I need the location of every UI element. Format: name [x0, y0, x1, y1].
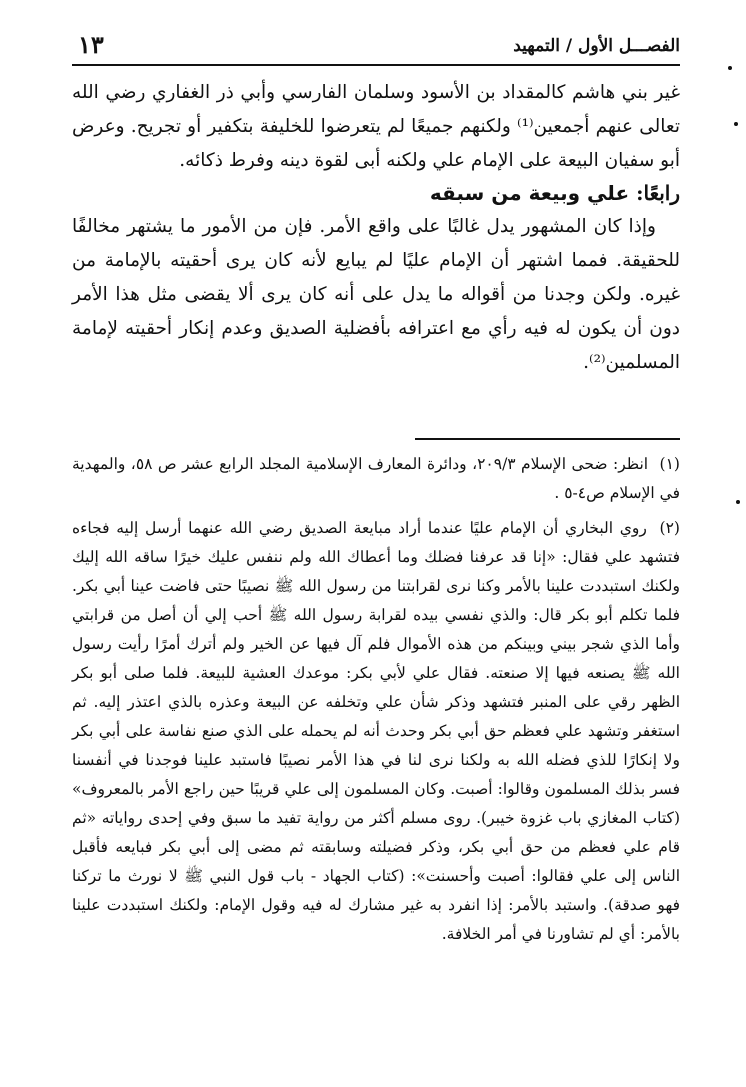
page-number: ١٣ [78, 30, 104, 59]
section-heading [72, 178, 680, 208]
section-heading-title: علي وبيعة من سبقه [429, 181, 630, 205]
footnotes [72, 450, 680, 955]
footnote-1-number: (١) [659, 455, 680, 473]
margin-mark [736, 500, 740, 504]
running-header [72, 30, 680, 66]
margin-mark [728, 66, 732, 70]
footnote-2-text: روي البخاري أن الإمام عليًا عندما أراد مبايعة الصديق رضي الله عنهما أرسل إليه فجاءه فتشهد علي فقال: «إنا قد عرفنا فضلك وما أعطاك الله ولم ننفس عليك خيرًا ساقه الله إليك ولكنك استبددت علينا بالأمر وكنا نرى لقرابتنا من رسول الله ﷺ نصيبًا حتى فاضت عينا أبي بكر. فلما تكلم أبو بكر قال: والذي نفسي بيده لقرابة رسول الله ﷺ أحب إلي أن أصل من قرابتي وأما الذي شجر بيني وبينكم من هذه الأموال فلم آل فيها عن الخير ولم أترك أمرًا رأيت رسول الله ﷺ يصنعه فيها إلا صنعته. فقال علي لأبي بكر: موعدك العشية للبيعة. فلما صلى أبو بكر الظهر رقي على المنبر فتشهد وذكر شأن علي وتخلفه عن البيعة وعذره بالذي اعتذر إليه. ثم استغفر وتشهد علي فعظم حق أبي بكر وحدث أنه لم يحمله على الذي صنع نفاسة على أبي بكر ولا إنكارًا للذي فضله الله به ولكنا نرى لنا في هذا الأمر نصيبًا فاستبد علينا فوجدنا في أنفسنا فسر بذلك المسلمون وقالوا: أصبت. وكان المسلمون إلى علي قريبًا حين راجع الأمر بالمعروف» (كتاب المغازي باب غزوة خيبر). روى مسلم أكثر من رواية تفيد ما سبق وفي إحدى رواياته «ثم قام علي فعظم من حق أبي بكر، وذكر فضيلته وسابقته ثم مضى إلى أبي بكر فبايعه فأقبل الناس إلى علي فقالوا: أصبت وأحسنت»: (كتاب الجهاد - باب قول النبي ﷺ لا نورث ما تركنا فهو صدقة). واستبد بالأمر: إذا انفرد به غير مشارك له فيه وقول الإمام: ولكنك استبددت علينا بالأمر: أي لم تشاورنا في أمر الخلافة. [72, 519, 680, 943]
footnote-2 [72, 514, 680, 949]
footnote-1-text: انظر: ضحى الإسلام ٢٠٩/٣، ودائرة المعارف الإسلامية المجلد الرابع عشر ص ٥٨، والمهدية في الإسلام ص٤-٥ . [72, 455, 680, 502]
chapter-title: الفصـــل الأول / التمهيد [513, 36, 680, 56]
book-page [72, 30, 680, 1060]
footnote-divider [415, 438, 680, 440]
footnote-1 [72, 450, 680, 508]
main-text [72, 76, 680, 380]
paragraph-2: وإذا كان المشهور يدل غالبًا على واقع الأمر. فإن من الأمور ما يشتهر مخالفًا للحقيقة. فمما اشتهر أن الإمام عليًا لم يبايع لأنه كان يرى أحقيته بالإمامة من غيره. ولكن وجدنا من أقواله ما يدل على أنه كان يرى ألا يقضى مثل هذا الأمر دون أن يكون له فيه رأي مع اعترافه بأفضلية الصديق وعدم إنكار أحقيته لإمامة المسلمين⁽²⁾. [72, 216, 680, 373]
margin-mark [734, 122, 738, 126]
footnote-2-number: (٢) [659, 519, 680, 537]
section-heading-number: رابعًا: [636, 181, 680, 205]
paragraph-1: غير بني هاشم كالمقداد بن الأسود وسلمان الفارسي وأبي ذر الغفاري رضي الله تعالى عنهم أجمعين⁽¹⁾ ولكنهم جميعًا لم يتعرضوا للخليفة بتكفير أو تجريح. وعرض أبو سفيان البيعة على الإمام علي ولكنه أبى لقوة دينه وفرط ذكائه. [72, 82, 680, 171]
